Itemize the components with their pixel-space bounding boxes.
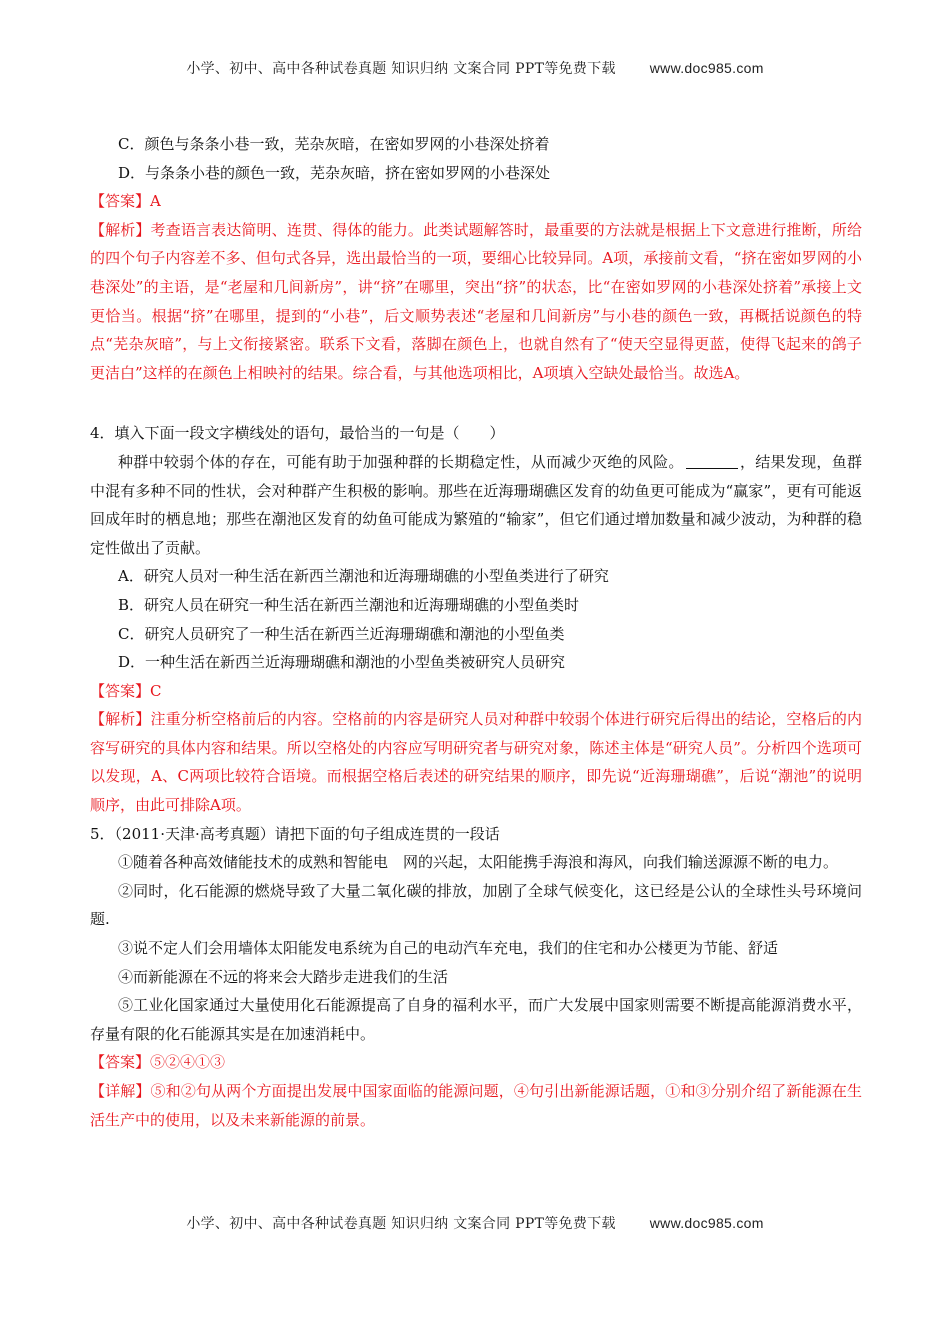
q4-passage-before: 种群中较弱个体的存在，可能有助于加强种群的长期稳定性，从而减少灭绝的风险。 xyxy=(118,452,684,471)
q5-answer: 【答案】⑤②④①③ xyxy=(90,1053,226,1072)
q4-option-c: C．研究人员研究了一种生活在新西兰近海珊瑚礁和潮池的小型鱼类 xyxy=(118,624,565,643)
page-header xyxy=(0,58,950,78)
q5-sentence-5: ⑤工业化国家通过大量使用化石能源提高了自身的福利水平，而广大发展中国家则需要不断提高能源消费水平，存量有限的化石能源其实是在加速消耗中。 xyxy=(90,996,862,1043)
q3-answer: 【答案】A xyxy=(90,192,161,211)
q5-sentence-3: ③说不定人们会用墙体太阳能发电系统为自己的电动汽车充电，我们的住宅和办公楼更为节能、舒适 xyxy=(118,939,779,958)
q4-option-a: A．研究人员对一种生活在新西兰潮池和近海珊瑚礁的小型鱼类进行了研究 xyxy=(118,567,609,586)
q3-option-d: D．与条条小巷的颜色一致，芜杂灰暗，挤在密如罗网的小巷深处 xyxy=(118,163,551,182)
q5-sentence-1: ①随着各种高效储能技术的成熟和智能电 网的兴起，太阳能携手海浪和海风，向我们输送源源不断的电力。 xyxy=(118,853,839,872)
q3-analysis: 【解析】考查语言表达简明、连贯、得体的能力。此类试题解答时，最重要的方法就是根据上下文意进行推断，所给的四个句子内容差不多、但句式各异，选出最恰当的一项，要细心比较异同。A项，承接前文看，“挤在密如罗网的小巷深处”的主语，是“老屋和几间新房”，讲“挤”在哪里，突出“挤”的状态，比“在密如罗网的小巷深处挤着”承接上文更恰当。根据“挤”在哪里，提到的“小巷”，后文顺势表述“老屋和几间新房”与小巷的颜色一致，再概括说颜色的特点“芜杂灰暗”，与上文衔接紧密。联系下文看，落脚在颜色上，也就自然有了“使天空显得更蓝，使得飞起来的鸽子更洁白”这样的在颜色上相映衬的结果。综合看，与其他选项相比，A项填入空缺处最恰当。故选A。 xyxy=(90,220,862,382)
q4-answer: 【答案】C xyxy=(90,681,162,700)
q4-option-d: D．一种生活在新西兰近海珊瑚礁和潮池的小型鱼类被研究人员研究 xyxy=(118,653,566,672)
page-footer xyxy=(0,1213,950,1233)
footer-text: 小学、初中、高中各种试卷真题 知识归纳 文案合同 PPT等免费下载 xyxy=(186,1216,616,1232)
q5-analysis: 【详解】⑤和②句从两个方面提出发展中国家面临的能源问题，④句引出新能源话题，①和③分别介绍了新能源在生活生产中的使用，以及未来新能源的前景。 xyxy=(90,1082,862,1129)
q4-fill-blank xyxy=(686,452,738,469)
q4-analysis: 【解析】注重分析空格前后的内容。空格前的内容是研究人员对种群中较弱个体进行研究后得出的结论，空格后的内容写研究的具体内容和结果。所以空格处的内容应写明研究者与研究对象，陈述主体是“研究人员”。分析四个选项可以发现，A、C两项比较符合语境。而根据空格后表述的研究结果的顺序，即先说“近海珊瑚礁”，后说“潮池”的说明顺序，由此可排除A项。 xyxy=(90,710,862,815)
q5-sentence-4: ④而新能源在不远的将来会大踏步走进我们的生活 xyxy=(118,967,449,986)
footer-site-link[interactable]: www.doc985.com xyxy=(649,1215,764,1231)
q5-sentence-2: ②同时，化石能源的燃烧导致了大量二氧化碳的排放，加剧了全球气候变化，这已经是公认的全球性头号环境问题. xyxy=(90,881,862,929)
q4-passage xyxy=(90,448,862,562)
q5-stem: 5．（2011·天津·高考真题）请把下面的句子组成连贯的一段话 xyxy=(90,824,500,843)
q4-option-b: B．研究人员在研究一种生活在新西兰潮池和近海珊瑚礁的小型鱼类时 xyxy=(118,595,580,614)
q3-option-c: C．颜色与条条小巷一致，芜杂灰暗，在密如罗网的小巷深处挤着 xyxy=(118,135,550,153)
document-body xyxy=(90,130,862,1134)
header-text: 小学、初中、高中各种试卷真题 知识归纳 文案合同 PPT等免费下载 xyxy=(186,61,616,77)
q4-stem: 4．填入下面一段文字横线处的语句，最恰当的一句是（ ） xyxy=(90,424,505,443)
header-site-link[interactable]: www.doc985.com xyxy=(649,60,764,76)
q4-passage-after: ，结果发现，鱼群中混有多种不同的性状，会对种群产生积极的影响。那些在近海珊瑚礁区发育的幼鱼更可能成为“赢家”，更有可能返回成年时的栖息地；那些在潮池区发育的幼鱼可能成为繁殖的“输家”，但它们通过增加数量和减少波动，为种群的稳定性做出了贡献。 xyxy=(90,452,862,557)
